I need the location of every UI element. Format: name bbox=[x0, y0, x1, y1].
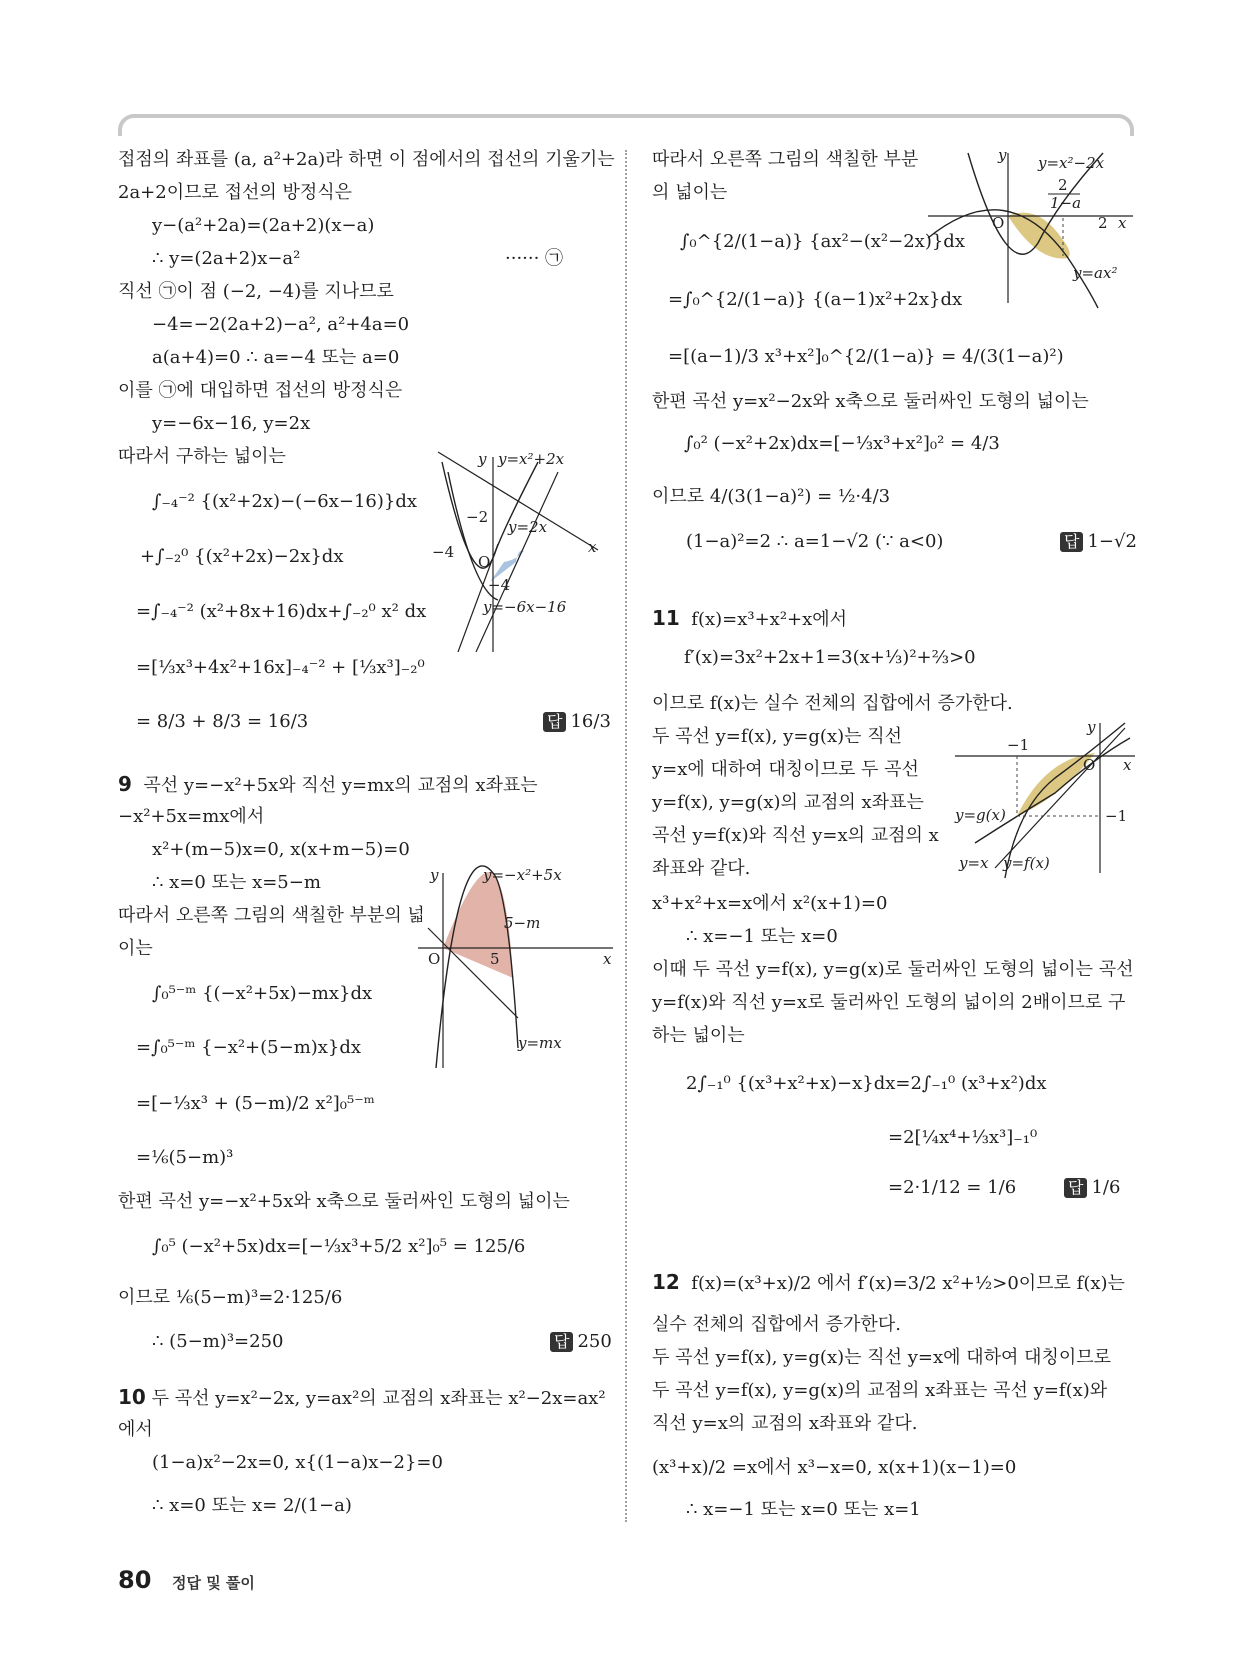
answer-value: 1/6 bbox=[1091, 1177, 1121, 1198]
equation: 이므로 4/(3(1−a)²) = ½·4/3 bbox=[652, 486, 891, 507]
text-line: 실수 전체의 집합에서 증가한다. bbox=[652, 1314, 901, 1335]
answer-value: 250 bbox=[577, 1331, 612, 1352]
label-y: y bbox=[998, 146, 1007, 164]
problem-10 bbox=[118, 1385, 606, 1411]
label-x: x bbox=[603, 950, 612, 968]
equation: (1−a)²=2 ∴ a=1−√2 (∵ a<0) bbox=[686, 531, 944, 552]
equation: ∴ x=−1 또는 x=0 또는 x=1 bbox=[686, 1499, 921, 1520]
problem-number: 11 bbox=[652, 606, 680, 630]
equation: ∫₀^{2/(1−a)} {ax²−(x²−2x)}dx bbox=[680, 231, 965, 252]
text: 두 곡선 y=x²−2x, y=ax²의 교점의 x좌표는 x²−2x=ax² bbox=[151, 1388, 606, 1409]
equation: f′(x)=3x²+2x+1=3(x+⅓)²+⅔>0 bbox=[684, 647, 976, 668]
problem-number: 10 bbox=[118, 1385, 146, 1409]
label-line1: y=2x bbox=[508, 518, 548, 536]
equation: =2·1/12 = 1/6 bbox=[888, 1177, 1017, 1198]
text-line: y=f(x), y=g(x)의 교점의 x좌표는 bbox=[652, 792, 924, 813]
label-o: O bbox=[478, 553, 491, 571]
equation: (x³+x)/2 =x에서 x³−x=0, x(x+1)(x−1)=0 bbox=[652, 1457, 1017, 1478]
header-rule bbox=[118, 114, 1134, 136]
answer bbox=[543, 710, 611, 734]
label-frac-den: 1−a bbox=[1050, 194, 1082, 212]
text-line: 이를 ㉠에 대입하면 접선의 방정식은 bbox=[118, 380, 403, 401]
text-line: 곡선 y=f(x)와 직선 y=x의 교점의 x bbox=[652, 825, 939, 846]
equation: (1−a)x²−2x=0, x{(1−a)x−2}=0 bbox=[152, 1452, 443, 1473]
equation: ∴ x=0 또는 x=5−m bbox=[152, 872, 321, 893]
problem-9 bbox=[118, 772, 538, 798]
label-line2: y=−6x−16 bbox=[483, 598, 567, 616]
label-5: 5 bbox=[490, 950, 500, 968]
equation: ∫₀⁵ (−x²+5x)dx=[−⅓x³+5/2 x²]₀⁵ = 125/6 bbox=[152, 1236, 526, 1257]
text-line: 따라서 오른쪽 그림의 색칠한 부분의 넓 bbox=[118, 905, 425, 926]
text-line: 2a+2이므로 접선의 방정식은 bbox=[118, 182, 353, 203]
text-line: 두 곡선 y=f(x), y=g(x)는 직선 bbox=[652, 726, 903, 747]
text-line: 접점의 좌표를 (a, a²+2a)라 하면 이 점에서의 접선의 기울기는 bbox=[118, 149, 615, 170]
label-x: x bbox=[588, 538, 597, 556]
label-m1y: −1 bbox=[1105, 807, 1128, 825]
label-y: y bbox=[1087, 718, 1096, 736]
equation: x²+(m−5)x=0, x(x+m−5)=0 bbox=[152, 839, 410, 860]
text-line: y=f(x)와 직선 y=x로 둘러싸인 도형의 넓이의 2배이므로 구 bbox=[652, 992, 1126, 1013]
equation: x³+x²+x=x에서 x²(x+1)=0 bbox=[652, 893, 888, 914]
label-y: y bbox=[478, 450, 487, 468]
equation: ∴ y=(2a+2)x−a² bbox=[152, 248, 301, 269]
equation: =∫₀^{2/(1−a)} {(a−1)x²+2x}dx bbox=[668, 289, 963, 310]
label-m4y: −4 bbox=[488, 576, 511, 594]
problem-12 bbox=[652, 1270, 1125, 1296]
equation: =⅙(5−m)³ bbox=[136, 1147, 234, 1168]
equation: =[⅓x³+4x²+16x]₋₄⁻² + [⅓x³]₋₂⁰ bbox=[136, 657, 425, 678]
equation: −4=−2(2a+2)−a², a²+4a=0 bbox=[152, 314, 410, 335]
problem-number: 9 bbox=[118, 772, 132, 796]
label-line: y=mx bbox=[518, 1034, 562, 1052]
equation: 2∫₋₁⁰ {(x³+x²+x)−x}dx=2∫₋₁⁰ (x³+x²)dx bbox=[686, 1073, 1047, 1094]
problem-11 bbox=[652, 606, 847, 632]
label-curve1: y=x²−2x bbox=[1038, 154, 1105, 172]
answer-mark-icon: 답 bbox=[543, 712, 566, 732]
page-number: 80 bbox=[118, 1566, 152, 1594]
equation: =[(a−1)/3 x³+x²]₀^{2/(1−a)} = 4/(3(1−a)²) bbox=[668, 346, 1064, 367]
answer bbox=[550, 1330, 612, 1354]
answer bbox=[1060, 530, 1137, 554]
label-y: y bbox=[430, 866, 439, 884]
label-m4: −4 bbox=[432, 543, 455, 561]
text-line: 두 곡선 y=f(x), y=g(x)의 교점의 x좌표는 곡선 y=f(x)와 bbox=[652, 1380, 1108, 1401]
text: f(x)=x³+x²+x에서 bbox=[691, 609, 848, 630]
text-line: 한편 곡선 y=x²−2x와 x축으로 둘러싸인 도형의 넓이는 bbox=[652, 391, 1089, 412]
figure-11-graph bbox=[955, 718, 1135, 878]
equation: =∫₋₄⁻² (x²+8x+16)dx+∫₋₂⁰ x² dx bbox=[136, 601, 427, 622]
text-line: 따라서 구하는 넓이는 bbox=[118, 446, 286, 467]
equation: =∫₀⁵⁻ᵐ {−x²+(5−m)x}dx bbox=[136, 1037, 362, 1058]
shaded-region bbox=[443, 872, 513, 978]
text-line: 직선 ㉠이 점 (−2, −4)를 지나므로 bbox=[118, 281, 394, 302]
text-line: 에서 bbox=[118, 1419, 153, 1440]
equation: ∴ (5−m)³=250 bbox=[152, 1331, 284, 1352]
curve-2 bbox=[928, 210, 1098, 308]
label-o: O bbox=[1083, 756, 1096, 774]
equation: y=−6x−16, y=2x bbox=[152, 413, 311, 434]
problem-number: 12 bbox=[652, 1270, 680, 1294]
equation: =2[¼x⁴+⅓x³]₋₁⁰ bbox=[888, 1127, 1038, 1148]
answer-mark-icon: 답 bbox=[550, 1332, 573, 1352]
equation: +∫₋₂⁰ {(x²+2x)−2x}dx bbox=[140, 546, 344, 567]
label-g: y=g(x) bbox=[955, 806, 1006, 824]
text-line: 이는 bbox=[118, 938, 153, 959]
equation: −x²+5x=mx에서 bbox=[118, 806, 265, 827]
section-label: 정답 및 풀이 bbox=[172, 1574, 255, 1592]
label-o: O bbox=[428, 950, 441, 968]
equation-tag: ······ ㉠ bbox=[505, 248, 564, 269]
equation: =[−⅓x³ + (5−m)/2 x²]₀⁵⁻ᵐ bbox=[136, 1093, 375, 1114]
text-line: 의 넓이는 bbox=[652, 182, 728, 203]
text-line: 이므로 f(x)는 실수 전체의 집합에서 증가한다. bbox=[652, 693, 1013, 714]
equation: ∫₀² (−x²+2x)dx=[−⅓x³+x²]₀² = 4/3 bbox=[684, 433, 1000, 454]
column-divider bbox=[625, 150, 627, 1522]
equation: 이므로 ⅙(5−m)³=2·125/6 bbox=[118, 1287, 343, 1308]
shaded-region bbox=[1008, 213, 1070, 259]
label-o: O bbox=[992, 214, 1005, 232]
text-line: y=x에 대하여 대칭이므로 두 곡선 bbox=[652, 759, 919, 780]
text: f(x)=(x³+x)/2 에서 f′(x)=3/2 x²+½>0이므로 f(x)는 bbox=[691, 1273, 1125, 1294]
text: 곡선 y=−x²+5x와 직선 y=mx의 교점의 x좌표는 bbox=[143, 775, 538, 796]
answer-value: 16/3 bbox=[570, 711, 611, 732]
equation: a(a+4)=0 ∴ a=−4 또는 a=0 bbox=[152, 347, 400, 368]
label-curve: y=−x²+5x bbox=[483, 866, 562, 884]
text-line: 두 곡선 y=f(x), y=g(x)는 직선 y=x에 대하여 대칭이므로 bbox=[652, 1347, 1112, 1368]
figure-8-graph bbox=[432, 450, 603, 657]
label-curve: y=x²+2x bbox=[498, 450, 565, 468]
text-line: 따라서 오른쪽 그림의 색칠한 부분 bbox=[652, 149, 919, 170]
text-line: 하는 넓이는 bbox=[652, 1025, 745, 1046]
text-line: 이때 두 곡선 y=f(x), y=g(x)로 둘러싸인 도형의 넓이는 곡선 bbox=[652, 959, 1134, 980]
equation: ∫₀⁵⁻ᵐ {(−x²+5x)−mx}dx bbox=[152, 983, 373, 1004]
text-line: 직선 y=x의 교점의 x좌표와 같다. bbox=[652, 1413, 918, 1434]
label-x: x bbox=[1118, 214, 1127, 232]
equation: ∴ x=−1 또는 x=0 bbox=[686, 926, 838, 947]
label-line: y=x bbox=[959, 854, 989, 872]
figure-9-graph bbox=[418, 868, 618, 1073]
equation: = 8/3 + 8/3 = 16/3 bbox=[136, 711, 309, 732]
label-2: 2 bbox=[1098, 214, 1108, 232]
equation: ∴ x=0 또는 x= 2/(1−a) bbox=[152, 1495, 352, 1516]
text-line: 한편 곡선 y=−x²+5x와 x축으로 둘러싸인 도형의 넓이는 bbox=[118, 1191, 570, 1212]
equation: ∫₋₄⁻² {(x²+2x)−(−6x−16)}dx bbox=[152, 491, 418, 512]
answer bbox=[1064, 1176, 1120, 1200]
label-x: x bbox=[1123, 756, 1132, 774]
label-m2: −2 bbox=[466, 508, 489, 526]
answer-value: 1−√2 bbox=[1087, 531, 1137, 552]
label-frac-num: 2 bbox=[1058, 176, 1068, 194]
text-line: 좌표와 같다. bbox=[652, 858, 751, 879]
label-m1x: −1 bbox=[1007, 736, 1030, 754]
figure-10-graph bbox=[928, 148, 1133, 308]
equation: y−(a²+2a)=(2a+2)(x−a) bbox=[152, 215, 375, 236]
label-f: y=f(x) bbox=[1003, 854, 1050, 872]
label-5m: 5−m bbox=[504, 914, 541, 932]
answer-mark-icon: 답 bbox=[1060, 532, 1083, 552]
label-curve2: y=ax² bbox=[1073, 264, 1118, 282]
answer-mark-icon: 답 bbox=[1064, 1178, 1087, 1198]
